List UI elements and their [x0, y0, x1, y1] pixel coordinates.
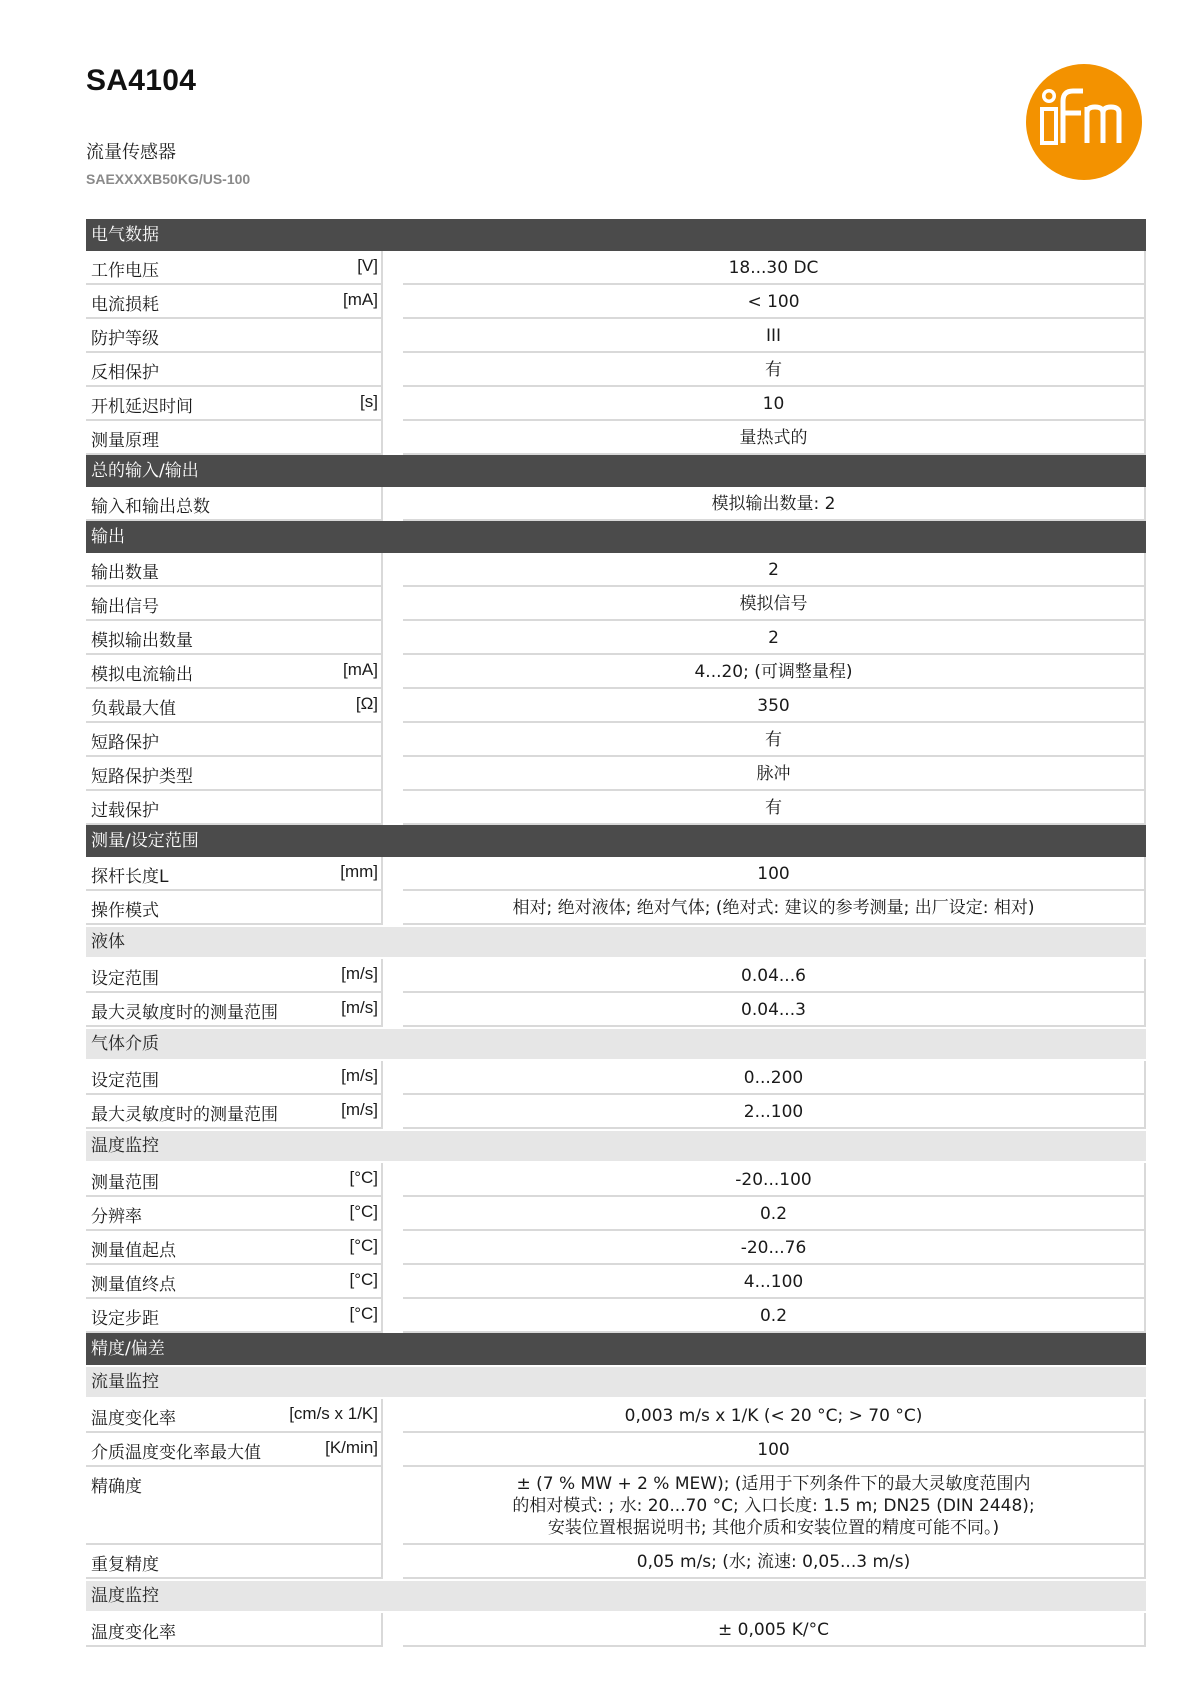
spec-row: [86, 1265, 1146, 1299]
spec-row: [86, 1467, 1146, 1545]
spec-gap: [383, 1061, 403, 1095]
spec-gap: [383, 655, 403, 689]
spec-value: 350: [757, 696, 790, 716]
spec-label-cell: [86, 421, 383, 455]
spec-label: 输出信号: [91, 597, 159, 617]
spec-label-cell: [86, 757, 383, 791]
spec-label: 测量值终点: [91, 1275, 176, 1295]
spec-label: 设定步距: [91, 1309, 159, 1329]
spec-label: 最大灵敏度时的测量范围: [91, 1003, 278, 1023]
spec-value-cell: [403, 587, 1146, 621]
spec-value: 有: [765, 360, 782, 380]
spec-label-cell: [86, 655, 383, 689]
spec-value: 0...200: [743, 1068, 804, 1088]
model-code: SAEXXXXB50KG/US-100: [86, 171, 251, 187]
spec-gap: [383, 553, 403, 587]
spec-row: [86, 1399, 1146, 1433]
spec-gap: [383, 319, 403, 353]
spec-gap: [383, 1299, 403, 1333]
spec-value-cell: [403, 251, 1146, 285]
spec-label-cell: [86, 387, 383, 421]
spec-row: [86, 387, 1146, 421]
spec-label-cell: [86, 1399, 383, 1433]
spec-unit: [Ω]: [355, 694, 378, 713]
spec-row: [86, 621, 1146, 655]
spec-label-cell: [86, 353, 383, 387]
spec-label-cell: [86, 1613, 383, 1647]
section-header: 输出: [86, 521, 1146, 553]
spec-row: [86, 1545, 1146, 1579]
spec-unit: [m/s]: [341, 1066, 378, 1085]
spec-label-cell: [86, 1265, 383, 1299]
spec-gap: [383, 1433, 403, 1467]
spec-value: 安装位置根据说明书; 其他介质和安装位置的精度可能不同。): [547, 1518, 1000, 1538]
spec-unit: [°C]: [349, 1236, 378, 1255]
spec-label: 测量范围: [91, 1173, 159, 1193]
spec-unit: [mm]: [340, 862, 378, 881]
spec-label: 设定范围: [91, 969, 159, 989]
ifm-logo-icon: [1025, 63, 1143, 181]
spec-value-cell: [403, 959, 1146, 993]
spec-unit: [°C]: [349, 1270, 378, 1289]
spec-label-cell: [86, 1061, 383, 1095]
spec-label-cell: [86, 1467, 383, 1545]
spec-gap: [383, 993, 403, 1027]
spec-unit: [s]: [360, 392, 378, 411]
spec-gap: [383, 791, 403, 825]
spec-row: [86, 353, 1146, 387]
spec-label: 操作模式: [91, 901, 159, 921]
spec-value-cell: [403, 553, 1146, 587]
spec-value: -20...100: [735, 1170, 812, 1190]
spec-gap: [383, 621, 403, 655]
spec-value: 0,003 m/s x 1/K (< 20 °C; > 70 °C): [624, 1406, 923, 1426]
spec-unit: [°C]: [349, 1304, 378, 1323]
spec-row: [86, 1231, 1146, 1265]
spec-value-cell: [403, 1467, 1146, 1545]
spec-value: 量热式的: [739, 428, 808, 448]
spec-value-cell: [403, 487, 1146, 521]
spec-label-cell: [86, 791, 383, 825]
spec-value-cell: [403, 1299, 1146, 1333]
spec-value-cell: [403, 353, 1146, 387]
spec-value-cell: [403, 1399, 1146, 1433]
spec-label: 探杆长度L: [91, 867, 169, 887]
spec-row: [86, 655, 1146, 689]
spec-value: 100: [757, 1440, 790, 1460]
spec-value-cell: [403, 1545, 1146, 1579]
spec-row: [86, 553, 1146, 587]
spec-unit: [°C]: [349, 1168, 378, 1187]
spec-gap: [383, 1613, 403, 1647]
spec-label-cell: [86, 251, 383, 285]
spec-gap: [383, 757, 403, 791]
spec-value-cell: [403, 1095, 1146, 1129]
spec-label: 反相保护: [91, 363, 159, 383]
spec-unit: [m/s]: [341, 1100, 378, 1119]
spec-value-cell: [403, 387, 1146, 421]
spec-row: [86, 1163, 1146, 1197]
spec-row: [86, 251, 1146, 285]
spec-label: 短路保护: [91, 733, 159, 753]
spec-label: 温度变化率: [91, 1409, 176, 1429]
spec-value: 脉冲: [756, 764, 791, 784]
spec-value: ± 0,005 K/°C: [718, 1620, 829, 1640]
spec-value: -20...76: [740, 1238, 807, 1258]
spec-row: [86, 1613, 1146, 1647]
subsection-header: 温度监控: [86, 1581, 1146, 1611]
spec-value-cell: [403, 621, 1146, 655]
spec-gap: [383, 1545, 403, 1579]
spec-value: 0.04...3: [741, 1000, 806, 1020]
spec-label-cell: [86, 993, 383, 1027]
spec-label-cell: [86, 1197, 383, 1231]
spec-label: 精确度: [91, 1477, 142, 1497]
spec-label-cell: [86, 1231, 383, 1265]
spec-label-cell: [86, 891, 383, 925]
spec-value: III: [765, 326, 782, 346]
spec-unit: [V]: [357, 256, 378, 275]
spec-value: 0.2: [759, 1204, 788, 1224]
spec-label: 设定范围: [91, 1071, 159, 1091]
spec-value-cell: [403, 285, 1146, 319]
spec-label: 防护等级: [91, 329, 159, 349]
spec-gap: [383, 1197, 403, 1231]
spec-value-cell: [403, 791, 1146, 825]
spec-unit: [mA]: [343, 290, 378, 309]
spec-row: [86, 587, 1146, 621]
section-header: 电气数据: [86, 219, 1146, 251]
spec-label-cell: [86, 487, 383, 521]
spec-label: 重复精度: [91, 1555, 159, 1575]
spec-value: 10: [762, 394, 785, 414]
spec-label-cell: [86, 689, 383, 723]
spec-gap: [383, 723, 403, 757]
section-header: 测量/设定范围: [86, 825, 1146, 857]
spec-value-cell: [403, 723, 1146, 757]
spec-value-cell: [403, 993, 1146, 1027]
spec-label-cell: [86, 1433, 383, 1467]
spec-label: 测量值起点: [91, 1241, 176, 1261]
spec-label-cell: [86, 959, 383, 993]
spec-gap: [383, 857, 403, 891]
spec-value-cell: [403, 757, 1146, 791]
spec-label-cell: [86, 1095, 383, 1129]
spec-gap: [383, 1163, 403, 1197]
spec-value-cell: [403, 689, 1146, 723]
spec-value-cell: [403, 1433, 1146, 1467]
spec-gap: [383, 353, 403, 387]
spec-unit: [m/s]: [341, 964, 378, 983]
spec-sheet: [86, 219, 1146, 1647]
spec-row: [86, 1061, 1146, 1095]
spec-label: 负载最大值: [91, 699, 176, 719]
section-header: 精度/偏差: [86, 1333, 1146, 1365]
spec-value: 有: [765, 730, 782, 750]
spec-value: 模拟输出数量: 2: [711, 494, 836, 514]
spec-label: 温度变化率: [91, 1623, 176, 1643]
spec-label-cell: [86, 1299, 383, 1333]
spec-unit: [cm/s x 1/K]: [289, 1404, 378, 1423]
spec-value: 2: [768, 560, 779, 580]
spec-value-cell: [403, 1231, 1146, 1265]
spec-row: [86, 319, 1146, 353]
spec-value: 0,05 m/s; (水; 流速: 0,05...3 m/s): [636, 1552, 911, 1572]
product-subtitle: 流量传感器: [86, 142, 176, 163]
spec-label: 最大灵敏度时的测量范围: [91, 1105, 278, 1125]
spec-value-cell: [403, 655, 1146, 689]
spec-row: [86, 689, 1146, 723]
spec-value: 4...20; (可调整量程): [694, 662, 853, 682]
spec-row: [86, 993, 1146, 1027]
spec-label: 测量原理: [91, 431, 159, 451]
spec-gap: [383, 587, 403, 621]
spec-value: 0.04...6: [741, 966, 806, 986]
spec-row: [86, 757, 1146, 791]
spec-label-cell: [86, 319, 383, 353]
spec-value: 的相对模式: ; 水: 20...70 °C; 入口长度: 1.5 m; DN25 (DIN 2448);: [512, 1496, 1035, 1516]
spec-value: 2: [768, 628, 779, 648]
spec-gap: [383, 1399, 403, 1433]
spec-unit: [°C]: [349, 1202, 378, 1221]
spec-value: 100: [757, 864, 790, 884]
spec-unit: [mA]: [343, 660, 378, 679]
spec-value-cell: [403, 857, 1146, 891]
spec-label: 模拟电流输出: [91, 665, 193, 685]
spec-label-cell: [86, 1545, 383, 1579]
spec-row: [86, 1095, 1146, 1129]
spec-row: [86, 1197, 1146, 1231]
spec-gap: [383, 1231, 403, 1265]
spec-row: [86, 723, 1146, 757]
spec-label: 短路保护类型: [91, 767, 193, 787]
spec-gap: [383, 251, 403, 285]
spec-row: [86, 791, 1146, 825]
spec-gap: [383, 285, 403, 319]
spec-value: < 100: [747, 292, 800, 312]
spec-row: [86, 285, 1146, 319]
spec-value-cell: [403, 319, 1146, 353]
spec-value: ± (7 % MW + 2 % MEW); (适用于下列条件下的最大灵敏度范围内: [516, 1474, 1031, 1494]
spec-value-cell: [403, 1613, 1146, 1647]
product-title: SA4104: [86, 64, 197, 97]
spec-row: [86, 421, 1146, 455]
page-header: [86, 0, 1146, 210]
spec-label: 工作电压: [91, 261, 159, 281]
section-header: 总的输入/输出: [86, 455, 1146, 487]
spec-gap: [383, 891, 403, 925]
spec-label-cell: [86, 723, 383, 757]
spec-value: 4...100: [743, 1272, 804, 1292]
spec-label: 输出数量: [91, 563, 159, 583]
subsection-header: 流量监控: [86, 1367, 1146, 1397]
spec-gap: [383, 421, 403, 455]
spec-label: 电流损耗: [91, 295, 159, 315]
spec-unit: [K/min]: [325, 1438, 378, 1457]
spec-gap: [383, 1265, 403, 1299]
subsection-header: 气体介质: [86, 1029, 1146, 1059]
spec-row: [86, 959, 1146, 993]
spec-unit: [m/s]: [341, 998, 378, 1017]
spec-gap: [383, 387, 403, 421]
spec-row: [86, 487, 1146, 521]
spec-label: 模拟输出数量: [91, 631, 193, 651]
spec-row: [86, 1299, 1146, 1333]
spec-label: 介质温度变化率最大值: [91, 1443, 261, 1463]
subsection-header: 温度监控: [86, 1131, 1146, 1161]
spec-value: 2...100: [743, 1102, 804, 1122]
spec-label-cell: [86, 857, 383, 891]
spec-label-cell: [86, 553, 383, 587]
spec-label: 输入和输出总数: [91, 497, 210, 517]
spec-label: 开机延迟时间: [91, 397, 193, 417]
spec-value-cell: [403, 891, 1146, 925]
spec-label: 分辨率: [91, 1207, 142, 1227]
spec-row: [86, 1433, 1146, 1467]
spec-gap: [383, 689, 403, 723]
spec-value: 18...30 DC: [728, 258, 819, 278]
spec-label-cell: [86, 1163, 383, 1197]
spec-value-cell: [403, 1265, 1146, 1299]
spec-value: 相对; 绝对液体; 绝对气体; (绝对式: 建议的参考测量; 出厂设定: 相对): [512, 898, 1035, 918]
spec-value-cell: [403, 1163, 1146, 1197]
spec-gap: [383, 487, 403, 521]
spec-row: [86, 891, 1146, 925]
spec-gap: [383, 959, 403, 993]
spec-value: 模拟信号: [739, 594, 808, 614]
spec-label-cell: [86, 587, 383, 621]
spec-value-cell: [403, 1061, 1146, 1095]
spec-row: [86, 857, 1146, 891]
spec-label-cell: [86, 285, 383, 319]
spec-label: 过载保护: [91, 801, 159, 821]
spec-label-cell: [86, 621, 383, 655]
spec-value-cell: [403, 1197, 1146, 1231]
subsection-header: 液体: [86, 927, 1146, 957]
spec-value: 0.2: [759, 1306, 788, 1326]
spec-gap: [383, 1467, 403, 1545]
spec-gap: [383, 1095, 403, 1129]
spec-value: 有: [765, 798, 782, 818]
spec-value-cell: [403, 421, 1146, 455]
